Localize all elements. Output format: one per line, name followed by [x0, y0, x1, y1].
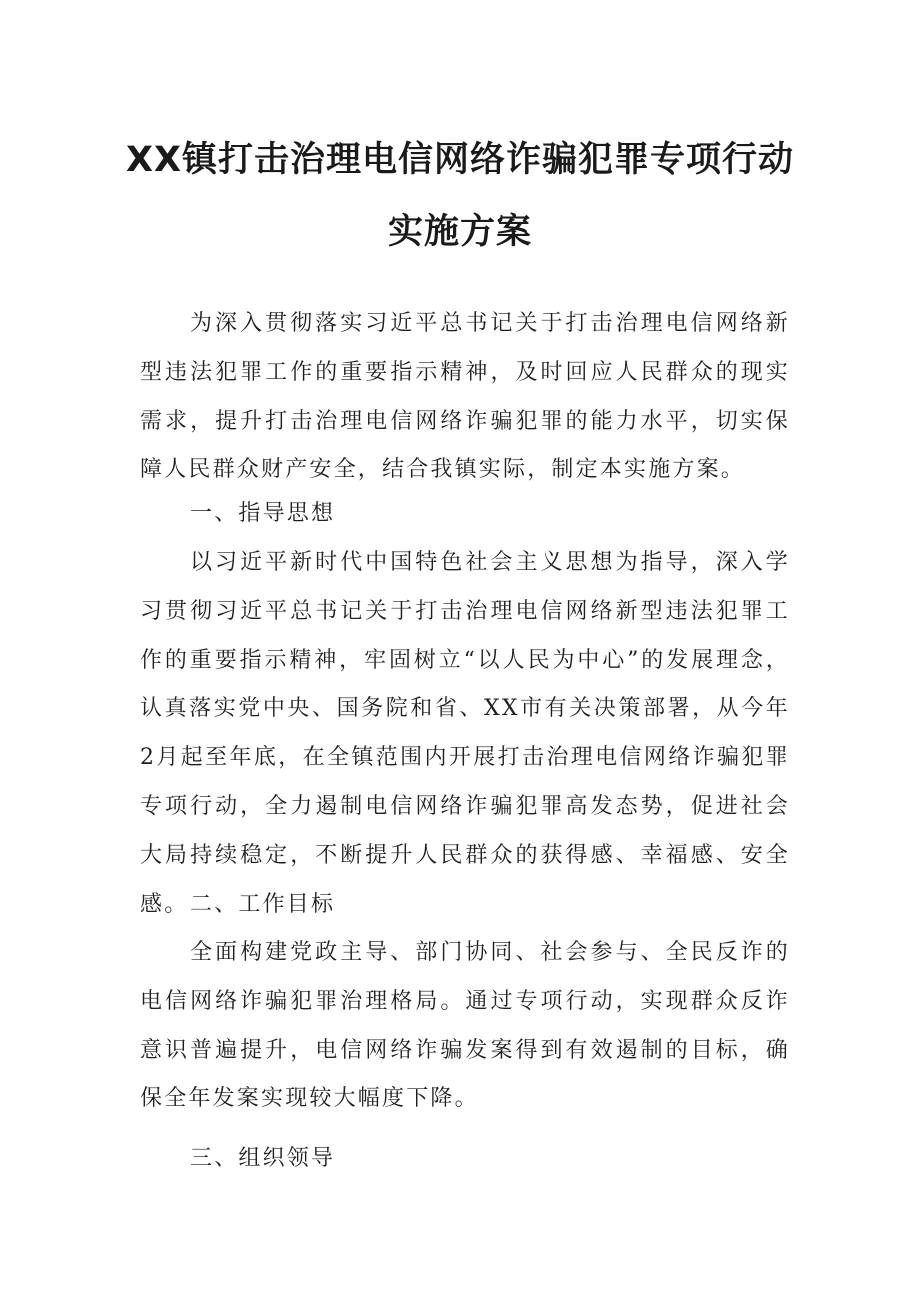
section-heading-organization: 三、组织领导 — [190, 1146, 336, 1171]
work-goals-paragraph: 全面构建党政主导、部门协同、社会参与、全民反诈的电信网络诈骗犯罪治理格局。通过专项行动，实现群众反诈意识普遍提升，电信网络诈骗发案得到有效遏制的目标，确保全年发案实现较大幅度下降。 — [140, 940, 790, 1112]
guiding-thought-paragraph: 以习近平新时代中国特色社会主义思想为指导，深入学习贯彻习近平总书记关于打击治理电信网络新型违法犯罪工作的重要指示精神，牢固树立“以人民为中心”的发展理念，认真落实党中央、国务院和省、XX市有关决策部署，从今年2月起至年底，在全镇范围内开展打击治理电信网络诈骗犯罪专项行动，全力遏制电信网络诈骗犯罪高发态势，促进社会大局持续稳定，不断提升人民群众的获得感、幸福感、安全感。 — [140, 550, 790, 917]
document-title-line-1: XX镇打击治理电信网络诈骗犯罪专项行动 — [126, 140, 794, 180]
section-heading-work-goals: 二、工作目标 — [190, 892, 336, 917]
document-title-line-2: 实施方案 — [387, 212, 532, 252]
intro-paragraph: 为深入贯彻落实习近平总书记关于打击治理电信网络新型违法犯罪工作的重要指示精神，及时回应人民群众的现实需求，提升打击治理电信网络诈骗犯罪的能力水平，切实保障人民群众财产安全，结合我镇实际，制定本实施方案。 — [140, 311, 790, 483]
section-heading-guiding-thought: 一、指导思想 — [190, 501, 336, 526]
